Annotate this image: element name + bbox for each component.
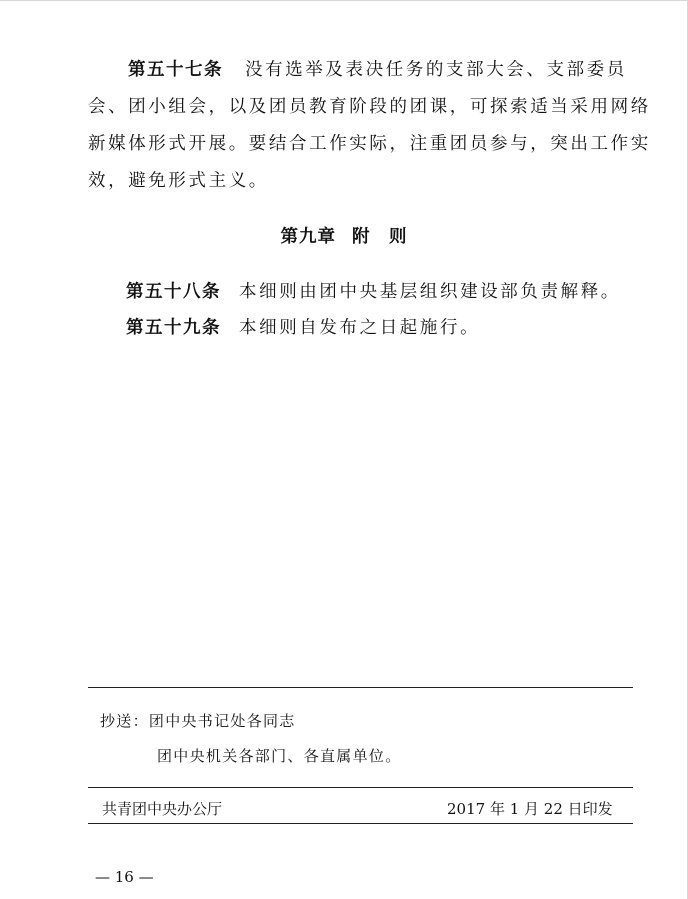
article-58 (126, 278, 621, 303)
cc-line-1 (100, 710, 296, 731)
article-59-text: 本细则自发布之日起施行。 (239, 318, 481, 338)
issuer: 共青团中央办公厅 (102, 800, 223, 818)
article-57-line-4: 效，避免形式主义。 (88, 171, 269, 191)
chapter-title: 附 则 (352, 227, 408, 247)
page-number: — 16 — (95, 868, 154, 886)
article-58-text: 本细则由团中央基层组织建设部负责解释。 (239, 282, 621, 302)
cc-recipients-1: 团中央书记处各同志 (148, 712, 296, 730)
chapter-heading (0, 223, 688, 248)
article-57-heading: 第五十七条 (128, 60, 223, 80)
article-57-line-2: 会、团小组会，以及团员教育阶段的团课，可探索适当采用网络 (88, 97, 651, 117)
article-58-heading: 第五十八条 (126, 282, 221, 302)
article-59 (126, 314, 480, 339)
page-border-top (0, 0, 688, 1)
divider-middle (88, 787, 633, 788)
article-57-line-3: 新媒体形式开展。要结合工作实际，注重团员参与，突出工作实 (88, 134, 651, 154)
divider-top (88, 687, 633, 688)
article-57-text-1: 没有选举及表决任务的支部大会、支部委员 (245, 60, 627, 80)
cc-recipients-2: 团中央机关各部门、各直属单位。 (157, 747, 402, 765)
article-59-heading: 第五十九条 (126, 318, 221, 338)
article-57-line-1 (128, 52, 633, 89)
issue-date: 2017 年 1 月 22 日印发 (447, 800, 613, 818)
cc-label: 抄送： (100, 712, 149, 730)
divider-bottom (88, 823, 633, 824)
chapter-label: 第九章 (280, 227, 336, 247)
